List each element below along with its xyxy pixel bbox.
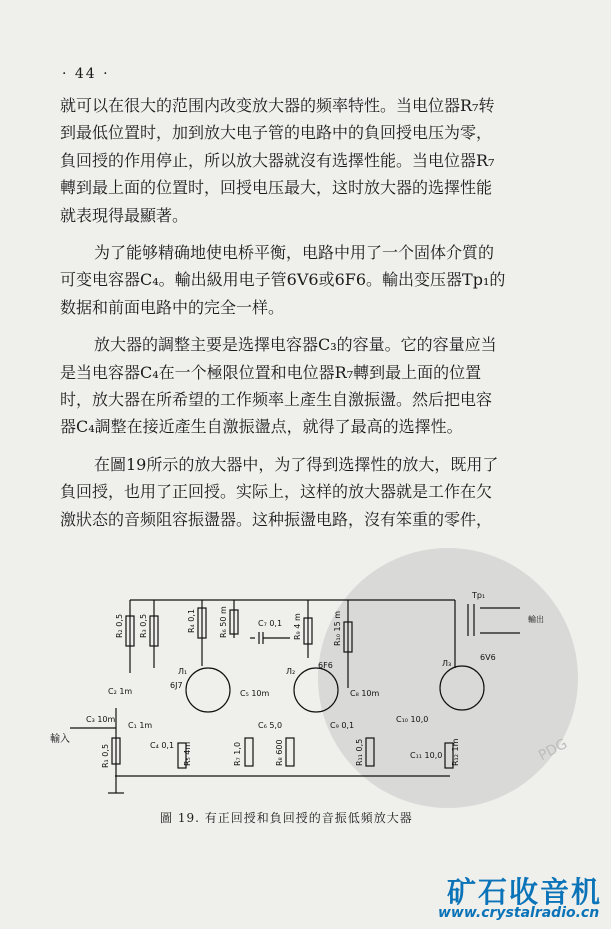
fig-label: C₃ 10m [86,715,116,724]
fig-label: C₁₁ 10,0 [410,751,443,760]
fig-label: C₄ 0,1 [150,741,175,750]
fig-label: R₁ 0,5 [101,743,110,768]
line: 就可以在很大的范围内改变放大器的频率特性。当电位器R₇转 [60,96,495,115]
fig-label: R₅ 4m [183,741,192,766]
fig-label: R₇ 1,0 [233,741,242,766]
fig-label: Tp₁ [472,591,486,600]
watermark-url: www.crystalradio.cn [438,905,600,921]
fig-label: C₉ 0,1 [330,721,355,730]
paragraph-3 [60,331,560,441]
line: 时，放大器在所希望的工作频率上產生自激振盪。然后把电容 [60,390,493,410]
fig-label: C₁ 1m [128,721,153,730]
fig-label: C₆ 5,0 [258,721,283,730]
paragraph-1 [60,92,560,229]
paragraph-2 [60,239,560,321]
circuit-diagram [50,578,595,808]
line: 負回授的作用停止，所以放大器就沒有选擇性能。当电位器R₇ [60,150,495,170]
fig-label: R₂ 0,5 [115,613,124,638]
page-number: · 44 · [62,66,110,82]
line: 就表現得最顯著。 [60,205,189,225]
line: 可变电容器C₄。輸出級用电子管6V6或6F6。輸出变压器Tp₁的 [60,270,506,290]
fig-label: C₇ 0,1 [258,619,283,628]
line: 負回授，也用了正回授。实际上，这样的放大器就是工作在欠 [60,482,493,502]
fig-label: C₈ 10m [350,689,380,698]
fig-label: R₈ 600 [275,739,284,766]
fig-label: 6V6 [480,653,496,662]
pdg-watermark: PDG [536,735,571,765]
line: 轉到最上面的位置时，回授电压最大，这时放大器的选擇性能 [60,178,493,198]
fig-label: C₂ 1m [108,687,133,696]
fig-label: R₄ 0,1 [187,608,196,633]
fig-label: R₃ 0,5 [139,613,148,638]
line: 为了能够精确地使电桥平衡，电路中用了一个固体介質的 [94,243,495,263]
fig-label: 輸入 [50,734,70,745]
paragraph-4 [60,451,560,533]
line: 在圖19所示的放大器中，为了得到选擇性的放大，既用了 [94,454,499,474]
fig-label: 6F6 [318,661,333,670]
fig-label: Л₃ [442,659,452,668]
line: 放大器的調整主要是选擇电容器C₃的容量。它的容量应当 [94,335,497,355]
fig-label: R₁₀ 15 m [333,610,342,646]
body-text [60,92,560,533]
line: 是当电容器C₄在一个極限位置和电位器R₇轉到最上面的位置 [60,362,482,382]
fig-label: Л₁ [178,667,188,676]
fig-label: C₅ 10m [240,689,270,698]
fig-label: 輸出 [528,615,544,624]
line: 器C₄調整在接近產生自激振盪点，就得了最高的选擇性。 [60,417,463,437]
fig-label: R₁₂ 1m [451,738,460,766]
fig-label: R₉ 4 m [293,613,302,640]
figure-caption: 圖 19. 有正回授和負回授的音振低頻放大器 [160,811,413,825]
watermark-title: 矿石收音机 [447,875,603,909]
fig-label: 6J7 [170,681,183,690]
line: 数据和前面电路中的完全一样。 [60,297,285,317]
line: 到最低位置时，加到放大电子管的电路中的負回授电压为零， [60,123,493,143]
fig-label: Л₂ [286,667,296,676]
fig-label: R₁₁ 0,5 [355,738,364,766]
line: 激狀态的音频阻容振盪器。这种振盪电路，沒有笨重的零件， [60,509,493,529]
fig-label: R₆ 50 m [219,606,228,638]
fig-label: C₁₀ 10,0 [396,715,429,724]
